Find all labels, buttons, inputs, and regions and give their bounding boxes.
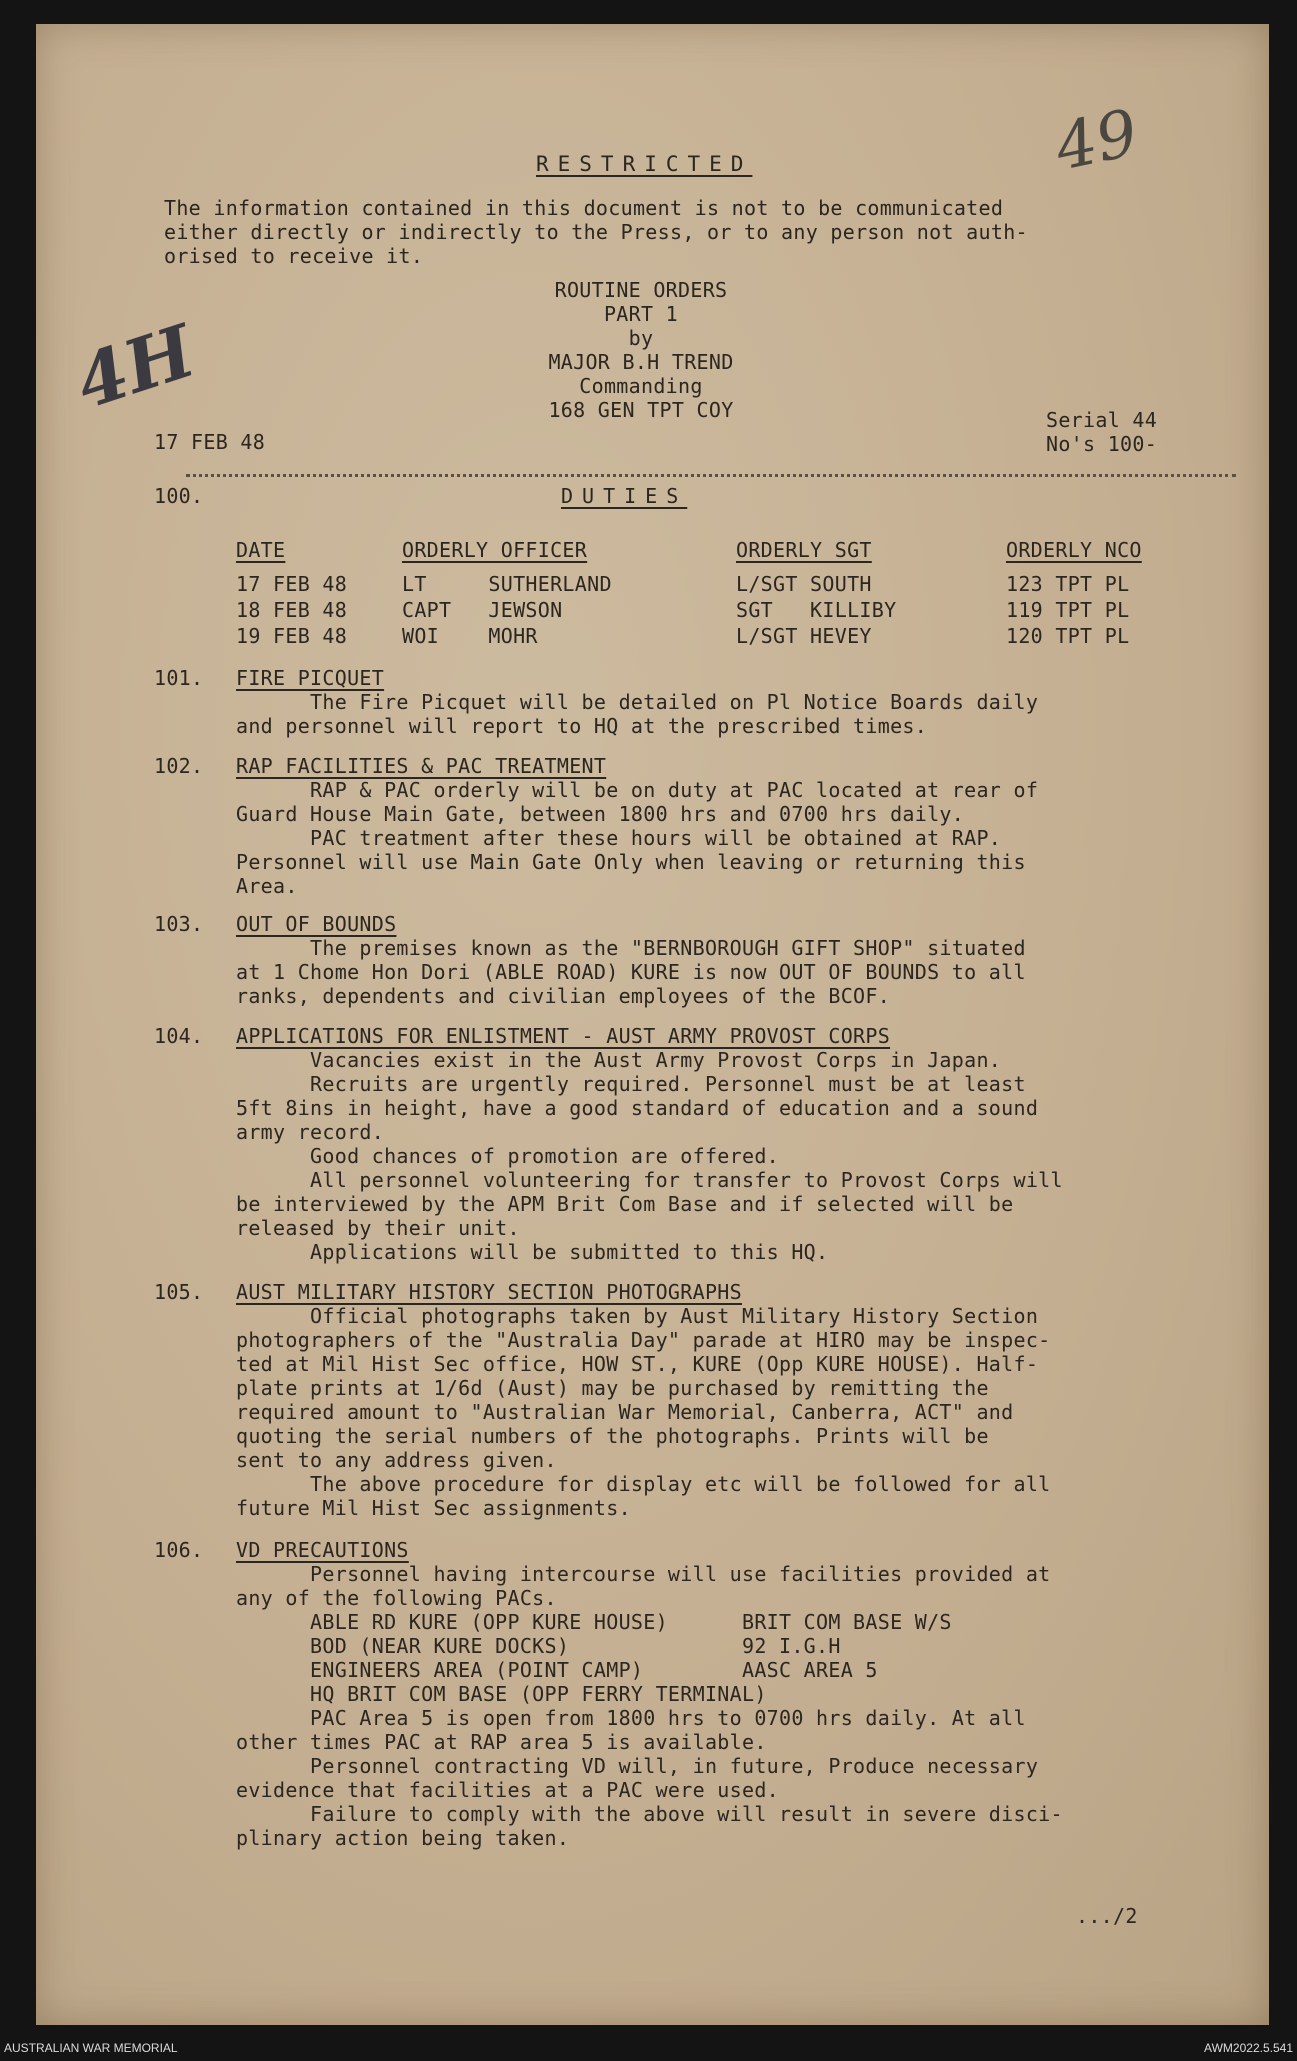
section-105-line-3: ted at Mil Hist Sec office, HOW ST., KURE (Opp KURE HOUSE). Half- — [236, 1352, 1039, 1376]
section-106-line-2: any of the following PACs. — [236, 1586, 557, 1610]
section-104-line-1: Vacancies exist in the Aust Army Provost Corps in Japan. — [236, 1048, 1002, 1072]
section-106-line-5: ENGINEERS AREA (POINT CAMP) AASC AREA 5 — [236, 1658, 878, 1682]
section-103-line-1: The premises known as the "BERNBOROUGH GIFT SHOP" situated — [236, 936, 1026, 960]
serial-number: Serial 44 — [1046, 408, 1158, 432]
duty-row-1-date: 17 FEB 48 — [236, 572, 348, 596]
section-106-line-6: HQ BRIT COM BASE (OPP FERRY TERMINAL) — [236, 1682, 767, 1706]
section-104-line-2: Recruits are urgently required. Personnel must be at least — [236, 1072, 1026, 1096]
section-105-line-6: quoting the serial numbers of the photographs. Prints will be — [236, 1424, 989, 1448]
section-101-line-2: and personnel will report to HQ at the prescribed times. — [236, 714, 928, 738]
classification-heading: RESTRICTED — [536, 152, 753, 176]
duties-col-nco: ORDERLY NCO — [1006, 538, 1142, 562]
section-103-number: 103. — [154, 912, 204, 936]
notice-line-2: either directly or indirectly to the Press, or to any person not auth- — [164, 220, 1028, 244]
title-line-2: PART 1 — [603, 302, 679, 326]
duty-row-2-officer: CAPT JEWSON — [402, 598, 563, 622]
section-105-line-2: photographers of the "Australia Day" parade at HIRO may be inspec- — [236, 1328, 1051, 1352]
title-line-6: 168 GEN TPT COY — [548, 398, 734, 422]
dotted-separator — [186, 474, 1236, 487]
section-103-line-3: ranks, dependents and civilian employees of the BCOF. — [236, 984, 891, 1008]
section-102-line-5: Area. — [236, 874, 298, 898]
page-continuation: .../2 — [1076, 1904, 1138, 1928]
handwritten-folio-number: 49 — [1049, 96, 1145, 186]
duty-row-1-sgt: L/SGT SOUTH — [736, 572, 872, 596]
footer-source: AUSTRALIAN WAR MEMORIAL — [4, 2041, 178, 2055]
section-106-line-3: ABLE RD KURE (OPP KURE HOUSE) BRIT COM BASE W/S — [236, 1610, 952, 1634]
section-105-line-7: sent to any address given. — [236, 1448, 557, 1472]
section-105-heading: AUST MILITARY HISTORY SECTION PHOTOGRAPHS — [236, 1280, 742, 1304]
section-105-line-8: The above procedure for display etc will be followed for all — [236, 1472, 1051, 1496]
section-105-line-1: Official photographs taken by Aust Military History Section — [236, 1304, 1039, 1328]
duty-row-3-officer: WOI MOHR — [402, 624, 538, 648]
duties-col-officer: ORDERLY OFFICER — [402, 538, 588, 562]
section-101-line-1: The Fire Picquet will be detailed on Pl Notice Boards daily — [236, 690, 1039, 714]
section-103-heading: OUT OF BOUNDS — [236, 912, 397, 936]
section-104-line-5: Good chances of promotion are offered. — [236, 1144, 780, 1168]
section-101-number: 101. — [154, 666, 204, 690]
section-104-heading: APPLICATIONS FOR ENLISTMENT - AUST ARMY PROVOST CORPS — [236, 1024, 891, 1048]
section-105-line-5: required amount to "Australian War Memorial, Canberra, ACT" and — [236, 1400, 1014, 1424]
section-102-line-3: PAC treatment after these hours will be obtained at RAP. — [236, 826, 1002, 850]
title-line-5: Commanding — [579, 374, 703, 398]
duties-number: 100. — [154, 484, 204, 508]
section-103-line-2: at 1 Chome Hon Dori (ABLE ROAD) KURE is now OUT OF BOUNDS to all — [236, 960, 1026, 984]
duties-col-sgt: ORDERLY SGT — [736, 538, 872, 562]
section-104-line-7: be interviewed by the APM Brit Com Base and if selected will be — [236, 1192, 1014, 1216]
section-102-heading: RAP FACILITIES & PAC TREATMENT — [236, 754, 607, 778]
section-105-line-4: plate prints at 1/6d (Aust) may be purchased by remitting the — [236, 1376, 989, 1400]
title-line-1: ROUTINE ORDERS — [554, 278, 728, 302]
title-line-4: MAJOR B.H TREND — [548, 350, 734, 374]
section-106-line-10: evidence that facilities at a PAC were used. — [236, 1778, 780, 1802]
section-102-line-4: Personnel will use Main Gate Only when leaving or returning this — [236, 850, 1026, 874]
section-104-line-4: army record. — [236, 1120, 385, 1144]
duty-row-1-nco: 123 TPT PL — [1006, 572, 1130, 596]
duty-row-3-sgt: L/SGT HEVEY — [736, 624, 872, 648]
duty-row-2-sgt: SGT KILLIBY — [736, 598, 897, 622]
section-106-line-4: BOD (NEAR KURE DOCKS) 92 I.G.H — [236, 1634, 841, 1658]
notice-line-1: The information contained in this document is not to be communicated — [164, 196, 1004, 220]
section-106-line-12: plinary action being taken. — [236, 1826, 570, 1850]
section-104-line-3: 5ft 8ins in height, have a good standard of education and a sound — [236, 1096, 1039, 1120]
section-102-line-1: RAP & PAC orderly will be on duty at PAC located at rear of — [236, 778, 1039, 802]
section-105-number: 105. — [154, 1280, 204, 1304]
section-106-line-1: Personnel having intercourse will use facilities provided at — [236, 1562, 1051, 1586]
section-106-line-8: other times PAC at RAP area 5 is available. — [236, 1730, 767, 1754]
footer-accession-number: AWM2022.5.541 — [1204, 2041, 1293, 2055]
duty-row-3-nco: 120 TPT PL — [1006, 624, 1130, 648]
duty-row-3-date: 19 FEB 48 — [236, 624, 348, 648]
section-106-line-9: Personnel contracting VD will, in future, Produce necessary — [236, 1754, 1039, 1778]
duty-row-2-nco: 119 TPT PL — [1006, 598, 1130, 622]
duty-row-2-date: 18 FEB 48 — [236, 598, 348, 622]
section-101-heading: FIRE PICQUET — [236, 666, 385, 690]
section-106-line-7: PAC Area 5 is open from 1800 hrs to 0700 hrs daily. At all — [236, 1706, 1026, 1730]
section-104-line-6: All personnel volunteering for transfer to Provost Corps will — [236, 1168, 1063, 1192]
order-numbers: No's 100- — [1046, 432, 1158, 456]
section-102-number: 102. — [154, 754, 204, 778]
title-line-3: by — [628, 326, 654, 350]
handwritten-initials: 4H — [65, 307, 205, 426]
section-104-line-9: Applications will be submitted to this HQ. — [236, 1240, 829, 1264]
duties-col-date: DATE — [236, 538, 286, 562]
notice-line-3: orised to receive it. — [164, 244, 424, 268]
section-106-heading: VD PRECAUTIONS — [236, 1538, 409, 1562]
section-102-line-2: Guard House Main Gate, between 1800 hrs and 0700 hrs daily. — [236, 802, 965, 826]
section-106-number: 106. — [154, 1538, 204, 1562]
duties-heading: DUTIES — [561, 484, 688, 508]
duty-row-1-officer: LT SUTHERLAND — [402, 572, 612, 596]
document-page — [36, 24, 1269, 2025]
section-105-line-9: future Mil Hist Sec assignments. — [236, 1496, 631, 1520]
section-104-line-8: released by their unit. — [236, 1216, 520, 1240]
document-date: 17 FEB 48 — [154, 430, 266, 454]
section-104-number: 104. — [154, 1024, 204, 1048]
section-106-line-11: Failure to comply with the above will result in severe disci- — [236, 1802, 1063, 1826]
